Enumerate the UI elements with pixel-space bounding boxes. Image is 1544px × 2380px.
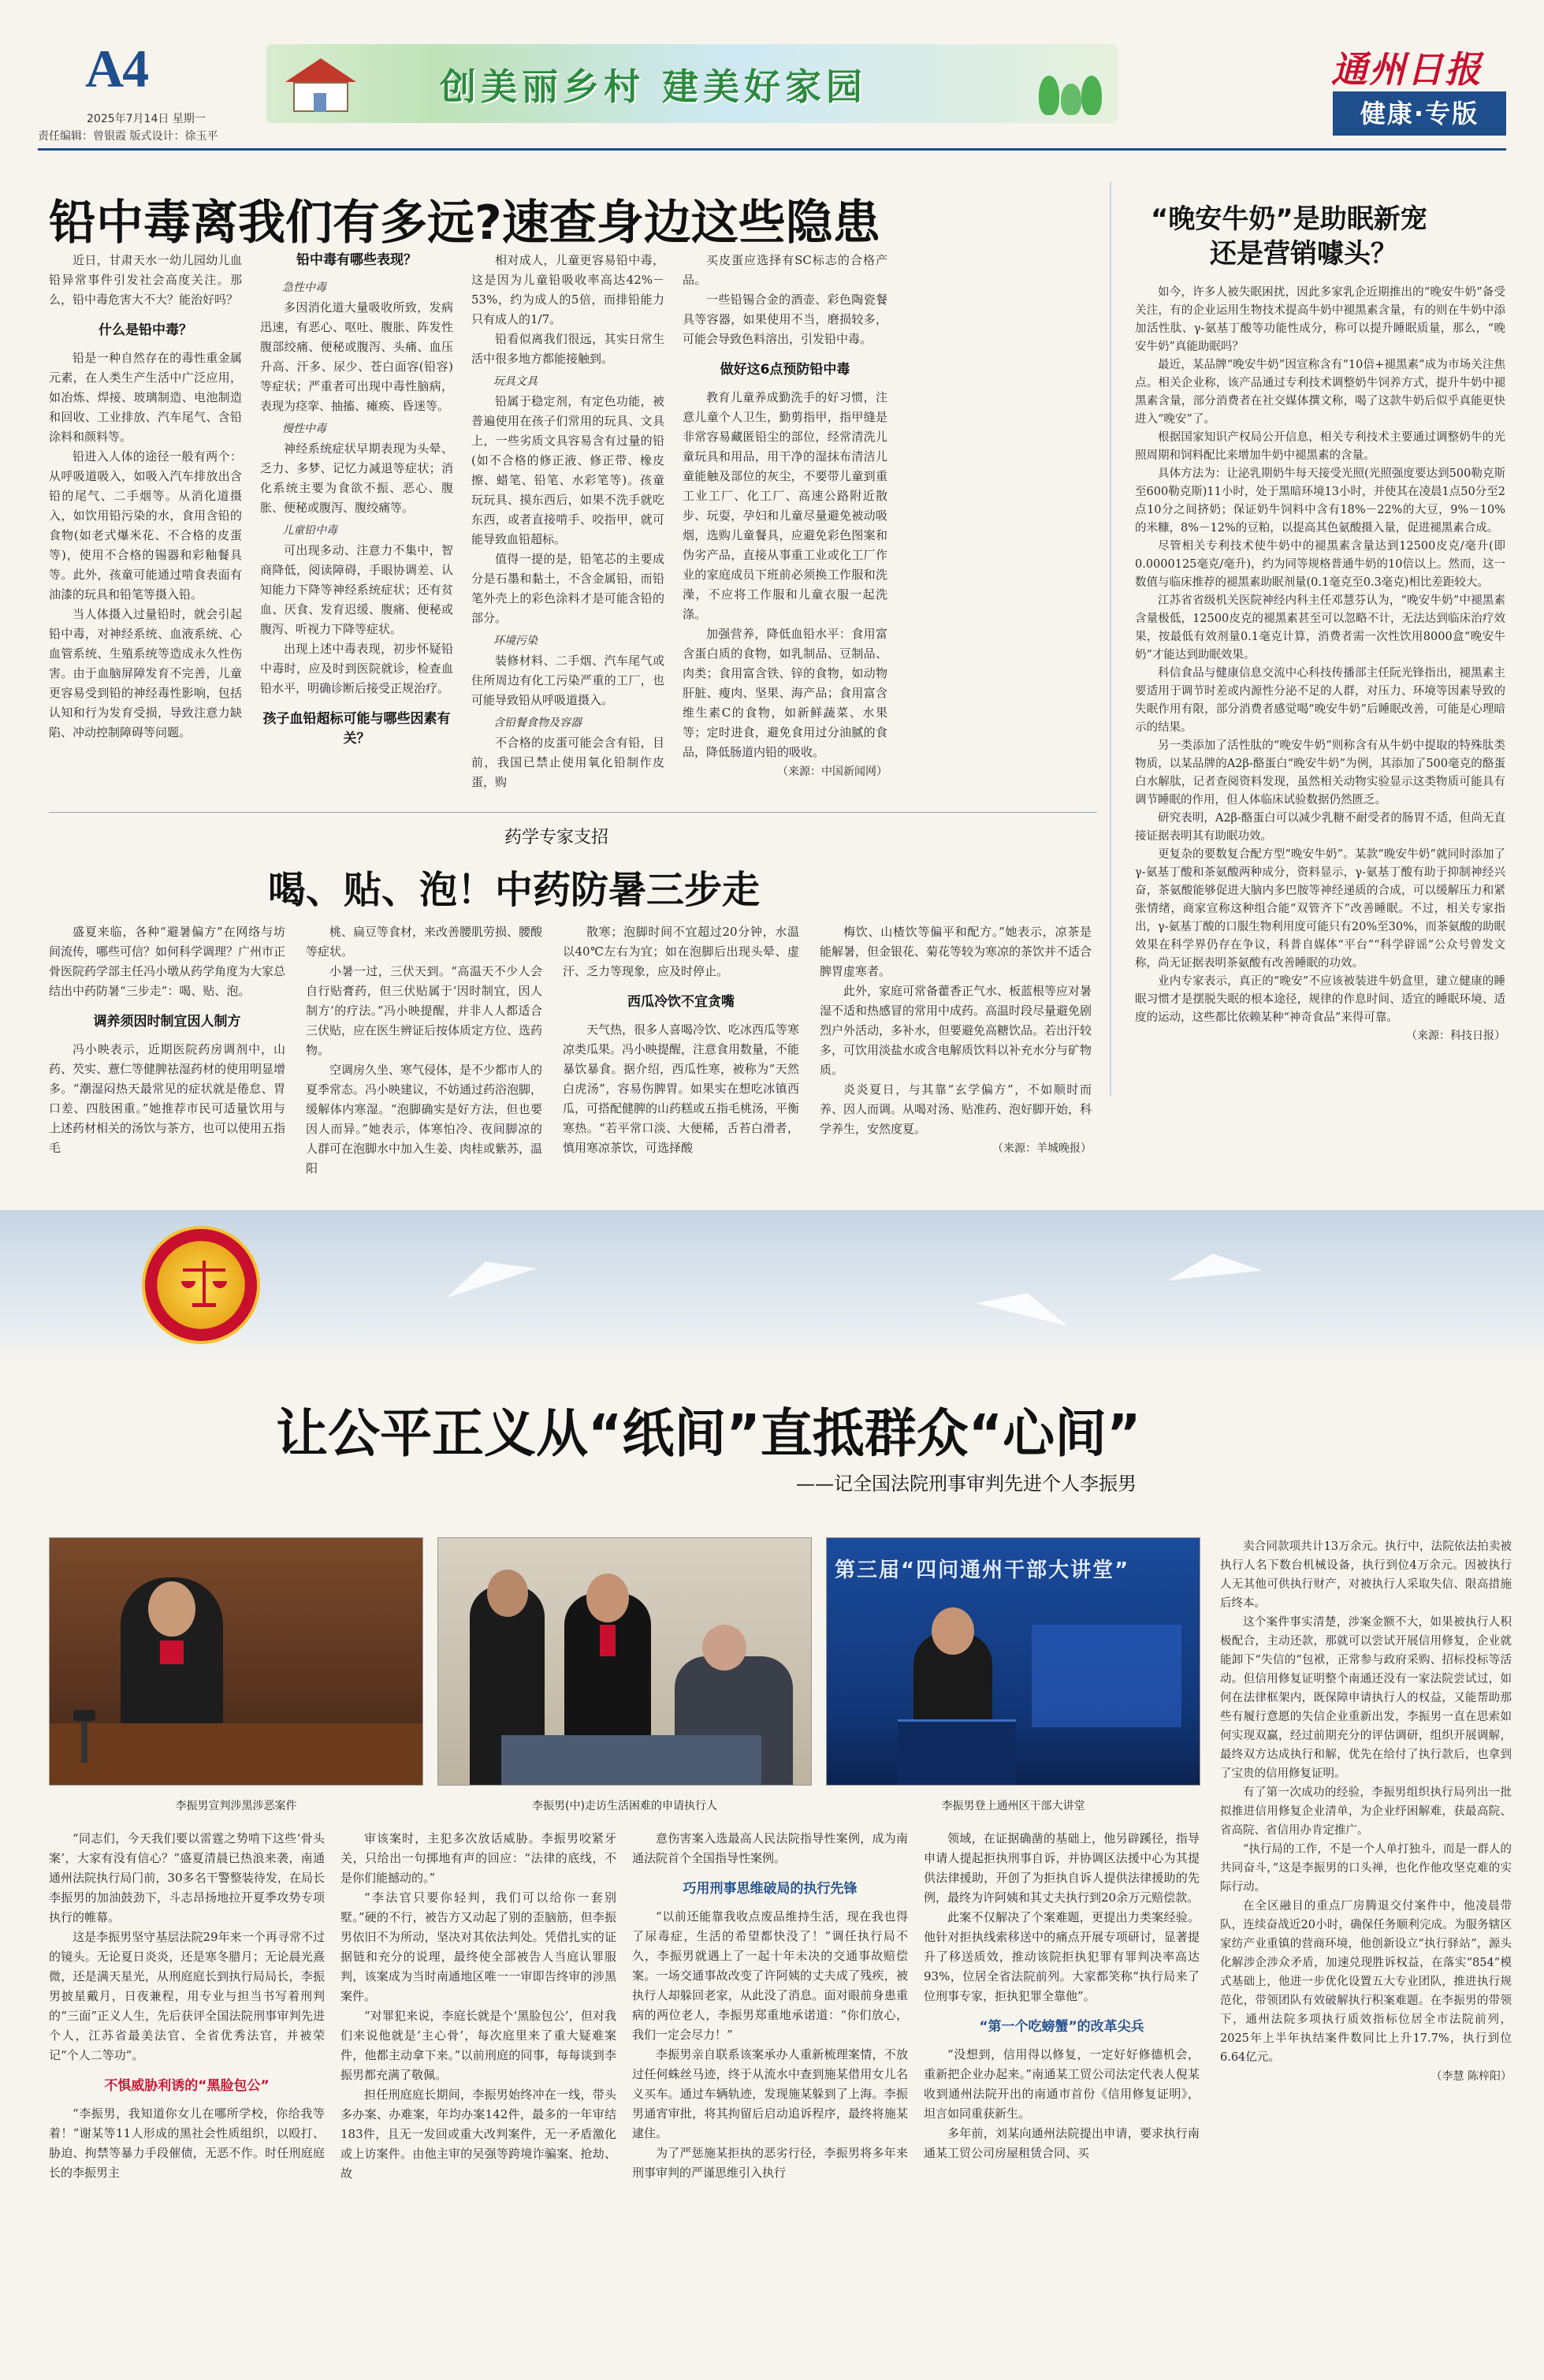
- column-tag: 健康·专版: [1333, 91, 1506, 136]
- paragraph: 领域，在证据确凿的基础上，他另辟蹊径，指导申请人提起拒执刑事自诉，并协调区法援中心为其提供法律援助，开创了为拒执自诉人提供法律援助的先例，最终为许阿姨和其丈夫执行到20余万元赔偿款。: [924, 1831, 1200, 1905]
- court-column-4: [924, 1829, 1200, 2349]
- side-article: [1110, 181, 1512, 1096]
- paragraph: 神经系统症状早期表现为头晕、乏力、多梦、记忆力减退等症状；消化系统主要为食欲不振、恶心、腹胀、便秘或腹泻、腹绞痛等。: [260, 441, 453, 515]
- lead-column-2: [260, 251, 453, 803]
- subsection-label: 玩具文具: [493, 375, 538, 388]
- banner-slogan: 创美丽乡村 建美好家园: [440, 65, 868, 108]
- issue-date: 2025年7月14日 星期一: [87, 113, 206, 125]
- paragraph: 教育儿童养成勤洗手的好习惯，注意儿童个人卫生，勤剪指甲，指甲缝是非常容易藏匿铅尘的部位，经常清洗儿童玩具和用品，用干净的湿抹布清洁儿童能触及部位的灰尘，不要带儿童到重工业工厂、化工厂、高速公路附近散步、玩耍，孕妇和儿童尽量避免被动吸烟，选购儿童餐具，应避免彩色图案和伪劣产品，直接从事重工业或化工厂作业的家庭成员下班前必须换工作服和洗澡，不应将工作服和儿童衣服一起洗涤。: [683, 390, 887, 621]
- slogan-banner: [266, 44, 1118, 123]
- paragraph: 多因消化道大量吸收所致，发病迅速，有恶心、呕吐、腹胀、阵发性腹部绞痛、便秘或腹泻、头痛、血压升高、汗多、尿少、苍白面容(铅容)等症状；严重者可出现中毒性脑病，表现为痉挛、抽搐、瘫痪、昏迷等。: [260, 300, 453, 413]
- paragraph: 出现上述中毒表现，初步怀疑铅中毒时，应及时到医院就诊，检查血铅水平，明确诊断后接受正规治疗。: [260, 642, 453, 695]
- paragraph: 这是李振男坚守基层法院29年来一个再寻常不过的镜头。无论夏日炎炎，还是寒冬腊月；无论晨光熹微，还是满天星光，从刑庭庭长到执行局局长，李振男披星戴月，日夜兼程，用专业与担当书写着刑判的“三面”正义人生，先后获评全国法院刑事审判先进个人，江苏省最美法官、全省优秀法官，并被荣记“个人二等功”。: [49, 1930, 325, 2062]
- tree-icon: [1039, 68, 1102, 115]
- paragraph: 空调房久坐、寒气侵体，是不少都市人的夏季常态。冯小映建议，不妨通过药浴泡脚，缓解体内寒湿。“泡脚确实是好方法，但也要因人而异。”她表示，体寒怕冷、夜间脚凉的人群可在泡脚水中加入生姜、肉桂或紫苏，温阳: [306, 1063, 542, 1175]
- tcm-headline: 喝、贴、泡！中药防暑三步走: [268, 868, 761, 912]
- section-heading: 铅中毒有哪些表现？: [296, 252, 417, 268]
- paragraph: 业内专家表示，真正的“晚安”不应该被装进牛奶盒里，建立健康的睡眠习惯才是摆脱失眠的根本途径，规律的作息时间、适宜的睡眠环境、适度的运动，这些都比依赖某种“神奇食品”来得可靠。: [1135, 975, 1505, 1024]
- paragraph: 为了严惩施某拒执的恶劣行径，李振男将多年来刑事审判的严谨思维引入执行: [632, 2146, 908, 2180]
- court-subtitle: ——记全国法院刑事审判先进个人李振男: [796, 1473, 1137, 1495]
- tcm-column-4: [820, 922, 1092, 1190]
- court-headline: 让公平正义从“纸间”直抵群众“心间”: [276, 1403, 1141, 1464]
- court-column-2: [340, 1829, 616, 2349]
- photo-courtroom: [49, 1537, 423, 1786]
- paragraph: 近日，甘肃天水一幼儿园幼儿血铅异常事件引发社会高度关注。那么，铅中毒危害大不大？能治好吗？: [49, 253, 242, 307]
- paragraph: 梅饮、山楂饮等偏平和配方。”她表示，凉茶是能解暑，但金银花、菊花等较为寒凉的茶饮并不适合脾胃虚寒者。: [820, 925, 1092, 978]
- paragraph: 此案不仅解决了个案难题，更提出力类案经验。他针对拒执线索移送中的痛点开展专项研讨，显著提升了移送质效，推动该院拒执犯罪有罪判决率高达93%，位居全省法院前列。大家都笑称“执行局来了位刑事专家，拒执犯罪全靠他”。: [924, 1910, 1200, 2003]
- section-heading: 调养须因时制宜因人制方: [93, 1014, 241, 1030]
- section-heading: 什么是铅中毒？: [99, 322, 192, 338]
- paragraph: 意伤害案入选最高人民法院指导性案例，成为南通法院首个全国指导性案例。: [632, 1831, 908, 1865]
- subsection-label: 儿童铅中毒: [282, 524, 337, 537]
- paragraph: 散寒；泡脚时间不宜超过20分钟，水温以40℃左右为宜；如在泡脚后出现头晕、虚汗、乏力等现象，应及时停止。: [563, 925, 799, 978]
- court-side-column: [1220, 1537, 1512, 2341]
- tcm-kicker: 药学专家支招: [504, 828, 609, 847]
- paragraph: 李振男亲自联系该案承办人重新梳理案情，不放过任何蛛丝马迹，终于从流水中查到施某借用女儿名义买车。通过车辆轨迹，发现施某躲到了上海。李振男通宵审批，将其拘留后启动追诉程序，最终将施某逮住。: [632, 2047, 908, 2140]
- section-heading: 不惧威胁利诱的“黑脸包公”: [104, 2078, 270, 2094]
- source-credit: （李慧 陈梓阳）: [1431, 2070, 1512, 2083]
- paragraph: 铅是一种自然存在的毒性重金属元素，在人类生产生活中广泛应用，如冶炼、焊接、玻璃制造、电池制造和回收、工业排放、汽车尾气、含铅涂料和颜料等。: [49, 351, 242, 444]
- paragraph: 加强营养，降低血铅水平：食用富含蛋白质的食物，如乳制品、豆制品、肉类；食用富含铁、锌的食物，如动物肝脏、瘦肉、坚果、海产品；食用富含维生素C的食物，如新鲜蔬菜、水果等；定时进食，避免食用过分油腻的食品，降低肠道内铅的吸收。: [683, 627, 887, 759]
- paragraph: 相对成人，儿童更容易铅中毒，这是因为儿童铅吸收率高达42%－53%，约为成人的5倍，而排铅能力只有成人的1/7。: [471, 253, 664, 326]
- paragraph: 值得一提的是，铅笔芯的主要成分是石墨和黏土，不含金属铅，而铅笔外壳上的彩色涂料才是可能含铅的部分。: [471, 552, 664, 625]
- masthead-rule: [38, 148, 1506, 151]
- paragraph: 根据国家知识产权局公开信息，相关专利技术主要通过调整奶牛的光照周期和饲料配比来增加牛奶中褪黑素的含量。: [1135, 431, 1505, 462]
- paragraph: 如今，许多人被失眠困扰，因此多家乳企近期推出的“晚安牛奶”备受关注，有的企业运用生物技术提高牛奶中褪黑素含量，有的则在牛奶中添加活性肽、γ-氨基丁酸等功能性成分，称可以提升睡眠质量，那么，“晚安牛奶”真能助眠吗？: [1135, 286, 1505, 353]
- subsection-label: 慢性中毒: [282, 423, 326, 435]
- paragraph: 盛夏来临，各种“避暑偏方”在网络与坊间流传，哪些可信？如何科学调理？广州市正骨医院药学部主任冯小墩从药学角度为大家总结出中药防暑“三步走”：喝、贴、泡。: [49, 925, 285, 998]
- paragraph: “李振男，我知道你女儿在哪所学校，你给我等着！”谢某等11人形成的黑社会性质组织，以殴打、胁迫、拘禁等暴力手段催债，无恶不作。时任刑庭庭长的李振男主: [49, 2106, 325, 2180]
- paragraph: 多年前，刘某向通州法院提出申请，要求执行南通某工贸公司房屋租赁合同、买: [924, 2126, 1200, 2160]
- lead-column-3: [471, 251, 664, 803]
- paragraph: 天气热，很多人喜喝冷饮、吃冰西瓜等寒凉类瓜果。冯小映提醒，注意食用数量，不能暴饮暴食。据介绍，西瓜性寒，被称为“天然白虎汤”，容易伤脾胃。如果实在想吃冰镇西瓜，可搭配健脾的山药糕或五指毛桃汤，平衡寒热。“若平常口淡、大便稀，舌苔白滑者，慎用寒凉茶饮，可选择酸: [563, 1022, 799, 1155]
- paragraph: 最近，某品牌“晚安牛奶”因宣称含有“10倍+褪黑素”成为市场关注焦点。相关企业称，该产品通过专利技术调整奶牛饲养方式，提升牛奶中褪黑素含量，部分消费者在社交媒体撰文称，喝了这款牛奶后似乎真能更快进入“晚安”了。: [1135, 359, 1505, 426]
- lead-column-4: [683, 251, 887, 803]
- section-heading: 巧用刑事思维破局的执行先锋: [683, 1881, 858, 1897]
- side-headline-line-2: 还是营销噱头？: [1210, 238, 1397, 270]
- lecture-screen-text: 第三届“四问通州干部大讲堂”: [835, 1559, 1130, 1582]
- subsection-label: 含铅餐食物及容器: [493, 717, 582, 729]
- paragraph: 审该案时，主犯多次放话威胁。李振男咬紧牙关，只给出一句掷地有声的回应：“法律的底线，不是你们能撼动的。”: [340, 1831, 616, 1885]
- source-credit: （来源：中国新闻网）: [777, 765, 887, 778]
- masthead: [38, 27, 1506, 145]
- photo-home-visit: [437, 1537, 812, 1786]
- section-heading: 做好这6点预防铅中毒: [720, 362, 850, 378]
- paragraph: “没想到，信用得以修复，一定好好修德机会，重新把企业办起来。”南通某工贸公司法定代表人倪某收到通州法院开出的南通市首份《信用修复证明》，坦言如同重获新生。: [924, 2047, 1200, 2121]
- photo-caption: 李振男宣判涉黑涉恶案件: [175, 1800, 297, 1812]
- court-column-3: [632, 1829, 908, 2349]
- section-heading: “第一个吃螃蟹”的改革尖兵: [979, 2019, 1144, 2035]
- page-number: A4: [85, 39, 148, 99]
- paragraph: 在全区融目的重点厂房腾退交付案件中，他凌晨带队，连续奋战近20小时，确保任务顺利完成。为服务辖区家纺产业重镇的营商环境，他创新设立“执行驿站”，源头化解涉企涉众矛盾，加速兑现胜诉权益，在落实“854”模式基础上，他进一步优化设置五大专业团队，推进执行规范化，带领团队有效破解执行积案难题。在李振男的带领下，通州法院多项执行质效指标位居全市法院前列，2025年上半年执结案件数同比上升17.7%，执行到位6.64亿元。: [1220, 1900, 1512, 2064]
- paragraph: “对罪犯来说，李庭长就是个‘黑脸包公’，但对我们来说他就是‘主心骨’，每次庭里来了重大疑难案件，他都主动拿下来。”以前刑庭的同事，每每谈到李振男都充满了敬佩。: [340, 2009, 616, 2082]
- photo-caption: 李振男(中)走访生活困难的申请执行人: [532, 1800, 717, 1812]
- court-column-1: [49, 1829, 325, 2349]
- lead-column-1: [49, 251, 242, 803]
- paragraph: “执行局的工作，不是一个人单打独斗，而是一群人的共同奋斗，”这是李振男的口头禅，也化作他攻坚克难的实际行动。: [1220, 1843, 1512, 1894]
- tcm-column-1: [49, 922, 285, 1190]
- paragraph: 装修材料、二手烟、汽车尾气或住所周边有化工污染严重的工厂，也可能导致铅从呼吸道摄入。: [471, 654, 664, 707]
- paragraph: 铅属于稳定剂，有定色功能，被普遍使用在孩子们常用的玩具、文具上，一些劣质文具容易含有过量的铅(如不合格的修正液、修正带、橡皮擦、蜡笔、铅笔、水彩笔等)。孩童玩玩具、摸东西后，如果不洗手就吃东西，或者直接啃手、咬指甲，就可能导致血铅超标。: [471, 394, 664, 546]
- photo-caption: 李振男登上通州区干部大讲堂: [941, 1800, 1085, 1812]
- paragraph: 具体方法为：让泌乳期奶牛每天接受光照(光照强度要达到500勒克斯至600勒克斯)11小时，处于黑暗环境13小时，并使其在凌晨1点50分至2点10分之间挤奶；保证奶牛饲料中含有18%－22%的大豆，9%－10%的米糠，8%－12%的豆粕，以提高其色氨酸摄入量，促进褪黑素合成。: [1135, 467, 1505, 534]
- paragraph: 尽管相关专利技术使牛奶中的褪黑素含量达到12500皮克/毫升(即0.0000125毫克/毫升)，约为同等规格普通牛奶的10倍以上。然而，这一数值与临床推荐的褪黑素助眠剂量(0.1毫克至0.3毫克)相比差距较大。: [1135, 540, 1505, 589]
- paragraph: 卖合同款项共计13万余元。执行中，法院依法拍卖被执行人名下数台机械设备，执行到位4万余元。因被执行人无其他可供执行财产，对被执行人采取失信、限高措施后终本。: [1220, 1540, 1512, 1610]
- subsection-label: 急性中毒: [282, 281, 326, 294]
- section-heading: 西瓜冷饮不宜贪嘴: [627, 994, 735, 1010]
- editor-credits: 责任编辑：曾银霞 版式设计：徐玉平: [38, 130, 218, 143]
- lead-headline: 铅中毒离我们有多远?速查身边这些隐患: [49, 196, 880, 251]
- paragraph: 桃、扁豆等食材，来改善腰肌劳损、腰酸等症状。: [306, 925, 542, 959]
- paragraph: 可出现多动、注意力不集中，智商降低，阅读障碍，手眼协调差、认知能力下降等神经系统症状；还有贫血、厌食、发育迟缓、腹痛、便秘或腹泻、听视力下降等症状。: [260, 543, 453, 636]
- section-heading: 孩子血铅超标可能与哪些因素有关？: [262, 711, 451, 747]
- paragraph: “以前还能靠我收点废品维持生活，现在我也得了尿毒症，生活的希望都快没了！”调任执行局不久，李振男就遇上了一起十年未决的交通事故赔偿案。一场交通事故改变了许阿姨的丈夫成了残疾，被执行人却躲回老家，从此没了消息。面对眼前身患重病的两位老人，李振男郑重地承诺道：“你们放心，我们一定会尽力！”: [632, 1909, 908, 2042]
- paragraph: 担任刑庭庭长期间，李振男始终冲在一线，带头多办案、办难案，年均办案142件，最多的一年审结183件，且无一发回或重大改判案件，无一矛盾激化或上访案件。由他主审的吴强等跨境诈骗案、抢劫、故: [340, 2088, 616, 2181]
- paragraph: 小暑一过，三伏天到。“高温天不少人会自行贴膏药，但三伏贴属于‘因时制宜，因人制方’的疗法。”冯小映提醒，并非人人都适合三伏贴，应在医生辨证后按体质定方位、选药物。: [306, 964, 542, 1057]
- source-credit: （来源：羊城晚报）: [992, 1142, 1092, 1155]
- newspaper-logo: 通州日报: [1331, 48, 1483, 91]
- subsection-label: 环境污染: [493, 635, 538, 647]
- side-headline-line-1: “晚安牛奶”是助眠新宠: [1151, 203, 1427, 235]
- paragraph: 另一类添加了活性肽的“晚安牛奶”则称含有从牛奶中提取的特殊肽类物质，以某品牌的A2β-酪蛋白“晚安牛奶”为例，其添加了500毫克的酪蛋白水解肽，记者查阅资料发现，虽然相关动物实验显示这类物质可能具有调节睡眠的作用，但人体临床试验数据仍然匮乏。: [1135, 739, 1505, 806]
- paragraph: 炎炎夏日，与其靠“玄学偏方”，不如顺时而养、因人而调。从喝对汤、贴准药、泡好脚开始，科学养生，安然度夏。: [820, 1082, 1092, 1136]
- source-credit: （来源：科技日报）: [1406, 1030, 1505, 1042]
- paragraph: 不合格的皮蛋可能会含有铅，目前，我国已禁止使用氧化铅制作皮蛋，购: [471, 736, 664, 789]
- paragraph: 研究表明，A2β-酪蛋白可以减少乳糖不耐受者的肠胃不适，但尚无直接证据表明其有助眠功效。: [1135, 812, 1505, 843]
- divider: [49, 812, 1097, 813]
- paragraph: 铅看似离我们很远，其实日常生活中很多地方都能接触到。: [471, 332, 664, 366]
- paragraph: 这个案件事实清楚，涉案金额不大，如果被执行人积极配合，主动还款，那就可以尝试开展信用修复，企业就能卸下“失信的”包袱，正常参与政府采购、招标投标等活动。但信用修复证明整个南通还没有一家法院尝试过，如何在法律框架内，既保障申请执行人的权益，又能帮助那些有履行意愿的失信企业重新出发，李振男一直在思索如何实现双赢，经过前期充分的评估调研，组织开展调解，最终双方达成执行和解，优先在给付了执行款后，也拿到了宝贵的信用修复证明。: [1220, 1616, 1512, 1780]
- side-column: [1135, 284, 1505, 1088]
- paragraph: 当人体摄入过量铅时，就会引起铅中毒，对神经系统、血液系统、心血管系统、生殖系统等造成永久性伤害。由于血脑屏障发育不完善，儿童更容易受到铅的神经毒性影响，包括认知和行为发育受损，导致注意力缺陷、冲动控制障碍等问题。: [49, 607, 242, 739]
- paragraph: 冯小映表示，近期医院药房调剂中，山药、芡实、薏仁等健脾祛湿药材的使用明显增多。“潮湿闷热天最常见的症状就是倦怠、胃口差、四肢困重。”她推荐市民可适量饮用与上述药材相关的汤饮与茶方，也可以使用五指毛: [49, 1042, 285, 1155]
- house-icon: [285, 58, 356, 112]
- paragraph: 江苏省省级机关医院神经内科主任邓慧芬认为，“晚安牛奶”中褪黑素含量极低，12500皮克的褪黑素甚至可以忽略不计，无法达到临床治疗效果，按最低有效剂量0.1毫克计算，消费者需一次性饮用8000盒“晚安牛奶”才能达到助眠效果。: [1135, 594, 1505, 661]
- paragraph: 更复杂的要数复合配方型“晚安牛奶”。某款“晚安牛奶”就同时添加了γ-氨基丁酸和茶氨酸两种成分，资料显示，γ-氨基丁酸有助于抑制神经兴奋，茶氨酸能够促进大脑内多巴胺等神经递质的合成，可以缓解压力和紧张情绪，商家宣称这种组合能“双管齐下”改善睡眠。不过，相关专家指出，γ-氨基丁酸的口服生物利用度可能只有20%至30%，而茶氨酸的助眠效果在科学界仍存在争议，科普自媒体“平台”“科学辟谣”公众号曾发文称，尚无证据表明茶氨酸有改善睡眠的功效。: [1135, 848, 1505, 970]
- court-emblem-icon: [142, 1226, 260, 1344]
- paragraph: “同志们，今天我们要以雷霆之势啃下这些‘骨头案’，大家有没有信心？”盛夏清晨已热浪来袭，南通通州法院执行局门前，30多名干警整装待发，在局长李振男的加油鼓劲下，斗志昂扬地拉开夏季攻势专项执行的帷幕。: [49, 1831, 325, 1924]
- paragraph: “李法官只要你轻判，我们可以给你一套别墅。”硬的不行，被告方又动起了别的歪脑筋，但李振男依旧不为所动，坚决对其依法判处。凭借扎实的证据链和充分的说理，最终使全部被告人当庭认罪服判，该案成为当时南通地区唯一一审即告终审的涉黑案件。: [340, 1890, 616, 2003]
- paragraph: 科信食品与健康信息交流中心科技传播部主任阮光锋指出，褪黑素主要适用于调节时差或内源性分泌不足的人群，对压力、环境等因素导致的失眠作用有限，部分消费者感觉喝“晚安牛奶”后睡眠改善，可能是心理暗示的结果。: [1135, 667, 1505, 734]
- paragraph: 铅进入人体的途径一般有两个：从呼吸道吸入，如吸入汽车排放出含铅的尾气、二手烟等。从消化道摄入，如饮用铅污染的水，食用含铅的食物(如老式爆米花、不合格的皮蛋等)，使用不合格的锡器和彩釉餐具等。此外，孩童可能通过啃食表面有油漆的玩具和铅笔等摄入铅。: [49, 449, 242, 602]
- tcm-column-3: [563, 922, 799, 1190]
- paragraph: 一些铅锡合金的酒壶、彩色陶瓷餐具等容器，如果使用不当，磨损较多，可能会导致色料溶出，引发铅中毒。: [683, 292, 887, 346]
- paragraph: 有了第一次成功的经验，李振男组织执行局列出一批拟推进信用修复企业清单，为企业纾困解难，获最高院、省高院、省信用办肯定推广。: [1220, 1786, 1512, 1837]
- paragraph: 买皮蛋应选择有SC标志的合格产品。: [683, 253, 887, 287]
- paragraph: 此外，家庭可常备藿香正气水、板蓝根等应对暑湿不适和热感冒的常用中成药。高温时段尽量避免剧烈户外活动，多补水，但要避免高糖饮品。若出汗较多，可饮用淡盐水或含电解质饮料以补充水分与矿物质。: [820, 984, 1092, 1077]
- photo-lecture: [826, 1537, 1200, 1786]
- tcm-column-2: [306, 922, 542, 1190]
